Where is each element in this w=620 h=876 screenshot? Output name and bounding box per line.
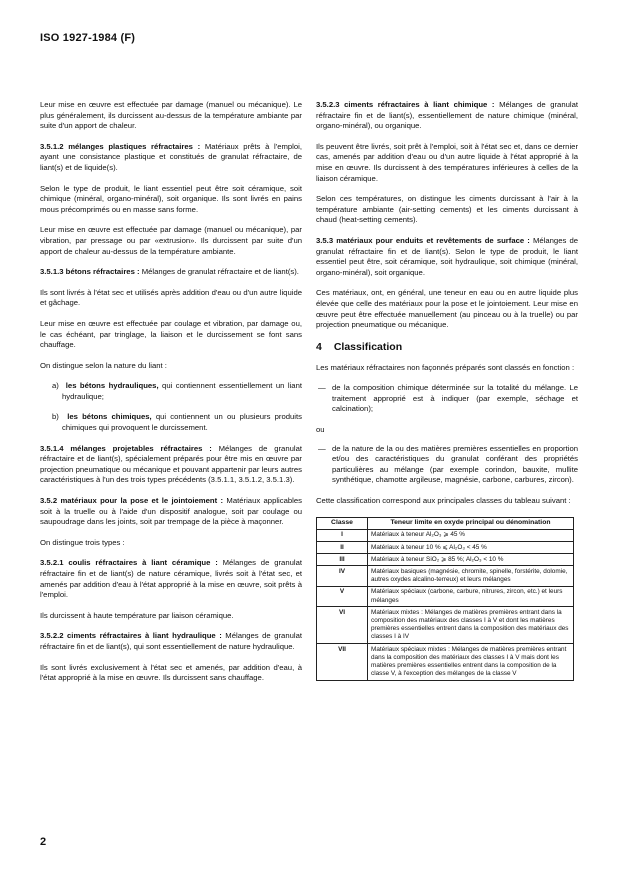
table-row — [317, 644, 574, 681]
paragraph: Leur mise en œuvre est effectuée par coulage et vibration, par damage ou, le cas échéant, par tringlage, la liaison et le durcissement se font sans chauffage. — [40, 318, 302, 350]
or-text: ou — [316, 425, 325, 435]
section-3-5-2-2 — [40, 631, 302, 652]
paragraph: Ces matériaux, ont, en général, une teneur en eau ou en autre liquide plus élevée que celle des matériaux pour la pose et le jointoiement. Leur mise en œuvre peut être effectuée manuellement (au pinceau ou à la truelle) ou par projection pneumatique ou mécanique. — [316, 288, 578, 330]
section-title: 3.5.2.1 coulis réfractaires à liant céramique : — [40, 558, 218, 568]
section-3-5-2-1 — [40, 558, 302, 600]
table-row — [317, 542, 574, 554]
paragraph: On distingue trois types : — [40, 537, 125, 547]
table-header-content: Teneur limite en oxyde principal ou dénomination — [368, 517, 574, 529]
desc-cell: Matériaux basiques (magnésie, chromite, spinelle, forstérite, dolomie, autres oxydes alcalino-terreux) et leurs mélanges — [368, 566, 574, 586]
class-cell: VI — [317, 607, 368, 644]
dash-text: de la composition chimique déterminée sur la totalité du mélange. Le traitement approprié est à indiquer (par exemple, séchage et calcination); — [332, 383, 578, 414]
class-cell: I — [317, 529, 368, 541]
section-text: Mélanges de granulat réfractaire fin et de liant(s). Selon le type de produit, le liant essentiel peut être, soit céramique, soit hydraulique, soit chimique (minéral, organo-minéral), soit organique. — [316, 235, 578, 277]
table-row — [317, 607, 574, 644]
paragraph: Cette classification correspond aux principales classes du tableau suivant : — [316, 496, 571, 506]
paragraph: Leur mise en œuvre est effectuée par damage (manuel ou mécanique), par vibration, par pressage ou par «extrusion». Ils durcissent par suite d'un apport de chaleur au-dessus de la température ambiante. — [40, 225, 302, 256]
section-text: Mélanges de granulat réfractaire fin et de liant(s) de nature céramique, livrés soit à l'état sec, et amenés par addition d'eau à l'état approprié à la mise en œuvre, soit prêts à l'emploi. — [40, 558, 302, 600]
right-column — [316, 100, 578, 681]
paragraph: Ils sont livrés exclusivement à l'état sec et amenés, par addition d'eau, à l'état approprié à la mise en œuvre. Ils durcissent sans chauffage. — [40, 662, 302, 683]
section-3-5-1-2 — [40, 142, 302, 174]
classification-table — [316, 517, 574, 681]
dash-item — [316, 444, 578, 486]
section-title: 3.5.2.3 ciments réfractaires à liant chimique : — [316, 100, 495, 109]
class-cell: VII — [317, 644, 368, 681]
list-text: qui contiennent essentiellement un liant hydraulique; — [62, 381, 302, 401]
section-text: Mélanges de granulat réfractaire et de liant(s), spécialement préparés pour être mis en œuvre par projection pneumatique ou mécanique et pouvant appartenir par leurs autres caractéristiques à l'un des trois types précédents (3.5.1.1, 3.5.1.2, 3.5.1.3). — [40, 443, 302, 485]
list-item-b — [52, 412, 302, 433]
table-row — [317, 529, 574, 541]
section-text: Matériaux applicables soit à la truelle ou à l'aide d'un dispositif analogue, soit par coulage ou saupoudrage dans les joints, soit par trempage de la pièce à maçonner. — [40, 496, 302, 527]
list-item-a — [52, 381, 302, 402]
paragraph: Ils durcissent à haute température par liaison céramique. — [40, 610, 234, 620]
desc-cell: Matériaux spéciaux mixtes : Mélanges de matières premières entrant dans la composition des matériaux des classes I à V mais dont les matières premières essentielles entrent dans la composition de la classe V, à l'exception des mélanges de la classe V — [368, 644, 574, 681]
table-header-class: Classe — [317, 517, 368, 529]
section-text: Mélanges de granulat réfractaire fin et de liant(s), essentiellement de nature chimique (minéral, organo-minéral), ou organique. — [316, 100, 578, 131]
table-row — [317, 586, 574, 606]
page-header: ISO 1927-1984 (F) — [40, 32, 136, 44]
desc-cell: Matériaux à teneur 10 % ⩽ Al₂O₃ < 45 % — [368, 542, 574, 554]
class-cell: V — [317, 586, 368, 606]
list-text: qui contiennent un ou plusieurs produits chimiques qui provoquent le durcissement. — [62, 412, 302, 433]
dash-item — [316, 383, 578, 415]
dash-mark: — — [318, 383, 326, 393]
section-3-5-1-4 — [40, 444, 302, 486]
section-title: 3.5.1.3 bétons réfractaires : — [40, 267, 140, 277]
section-heading-4 — [316, 341, 578, 353]
heading-title: Classification — [333, 340, 403, 353]
list-label: b) — [52, 412, 59, 422]
section-title: 3.5.2.2 ciments réfractaires à liant hydraulique : — [40, 631, 222, 641]
section-3-5-2-3 — [316, 100, 578, 132]
paragraph: Les matériaux réfractaires non façonnés préparés sont classés en fonction : — [316, 362, 575, 372]
section-title: 3.5.1.4 mélanges projetables réfractaires : — [40, 443, 212, 453]
section-text: Matériaux prêts à l'emploi, ayant une consistance plastique et constitués de granulat réfractaire, de liant(s) et de liquide(s). — [40, 141, 303, 172]
class-cell: IV — [317, 566, 368, 586]
section-text: Mélanges de granulat réfractaire fin et de liant(s), qui sont essentiellement de nature hydraulique. — [40, 631, 303, 651]
section-text: Mélanges de granulat réfractaire et de liant(s). — [139, 267, 299, 277]
paragraph: Selon ces températures, on distingue les ciments durcissant à l'air à la température ambiante (air-setting cements) et les ciments durcissant à chaud (heat-setting cements). — [316, 194, 578, 225]
dash-mark: — — [318, 443, 326, 453]
desc-cell: Matériaux spéciaux (carbone, carbure, nitrures, zircon, etc.) et leurs mélanges — [368, 586, 574, 606]
table-row — [317, 566, 574, 586]
class-cell: II — [317, 542, 368, 554]
desc-cell: Matériaux mixtes : Mélanges de matières premières entrant dans la composition des matériaux des classes I à V et dont les matières premières essentielles entrent dans la composition des matériaux des classes I à IV — [368, 607, 574, 644]
paragraph: Selon le type de produit, le liant essentiel peut être soit céramique, soit chimique (minéral, organo-minéral), soit organique. Ils sont livrés en pains mous précomprimés ou en masse sans forme. — [40, 183, 302, 214]
section-title: 3.5.3 matériaux pour enduits et revêtements de surface : — [316, 235, 530, 245]
paragraph: Ils peuvent être livrés, soit prêt à l'emploi, soit à l'état sec et, dans ce dernier cas, amenés par addition d'eau ou d'un autre liquide à l'état approprié à la mise en œuvre. Ils durcissent à des températures inférieures à celles de la liaison céramique. — [316, 141, 578, 183]
class-cell: III — [317, 554, 368, 566]
heading-number: 4 — [316, 340, 322, 353]
table-header-row — [317, 517, 574, 529]
desc-cell: Matériaux à teneur Al₂O₃ ⩾ 45 % — [368, 529, 574, 541]
list-term: les bétons hydrauliques, — [65, 381, 159, 391]
list-label: a) — [52, 381, 59, 391]
section-3-5-3 — [316, 236, 578, 278]
section-3-5-2 — [40, 496, 302, 528]
left-column — [40, 100, 302, 694]
paragraph: On distingue selon la nature du liant : — [40, 360, 167, 370]
section-title: 3.5.2 matériaux pour la pose et le jointoiement : — [40, 496, 224, 506]
section-3-5-1-3 — [40, 267, 302, 278]
page-number: 2 — [40, 836, 47, 848]
paragraph: Ils sont livrés à l'état sec et utilisés après addition d'eau ou d'un autre liquide et gâchage. — [40, 287, 302, 308]
desc-cell: Matériaux à teneur SiO₂ ⩾ 85 %; Al₂O₃ < 10 % — [368, 554, 574, 566]
paragraph: Leur mise en œuvre est effectuée par damage (manuel ou mécanique). Le plus généralement, ils durcissent au-dessus de la température ambiante par suite d'un apport de chaleur. — [40, 100, 302, 131]
list-term: les bétons chimiques, — [67, 412, 152, 422]
table-row — [317, 554, 574, 566]
dash-text: de la nature de la ou des matières premières essentielles en proportion et/ou des caractéristiques du granulat conférant des propriétés particulières au mélange (par exemple corindon, bauxite, mullite synthétique, chamotte argileuse, magnésie, carbone, carbures, zircon). — [332, 443, 578, 485]
section-title: 3.5.1.2 mélanges plastiques réfractaires : — [40, 141, 201, 151]
